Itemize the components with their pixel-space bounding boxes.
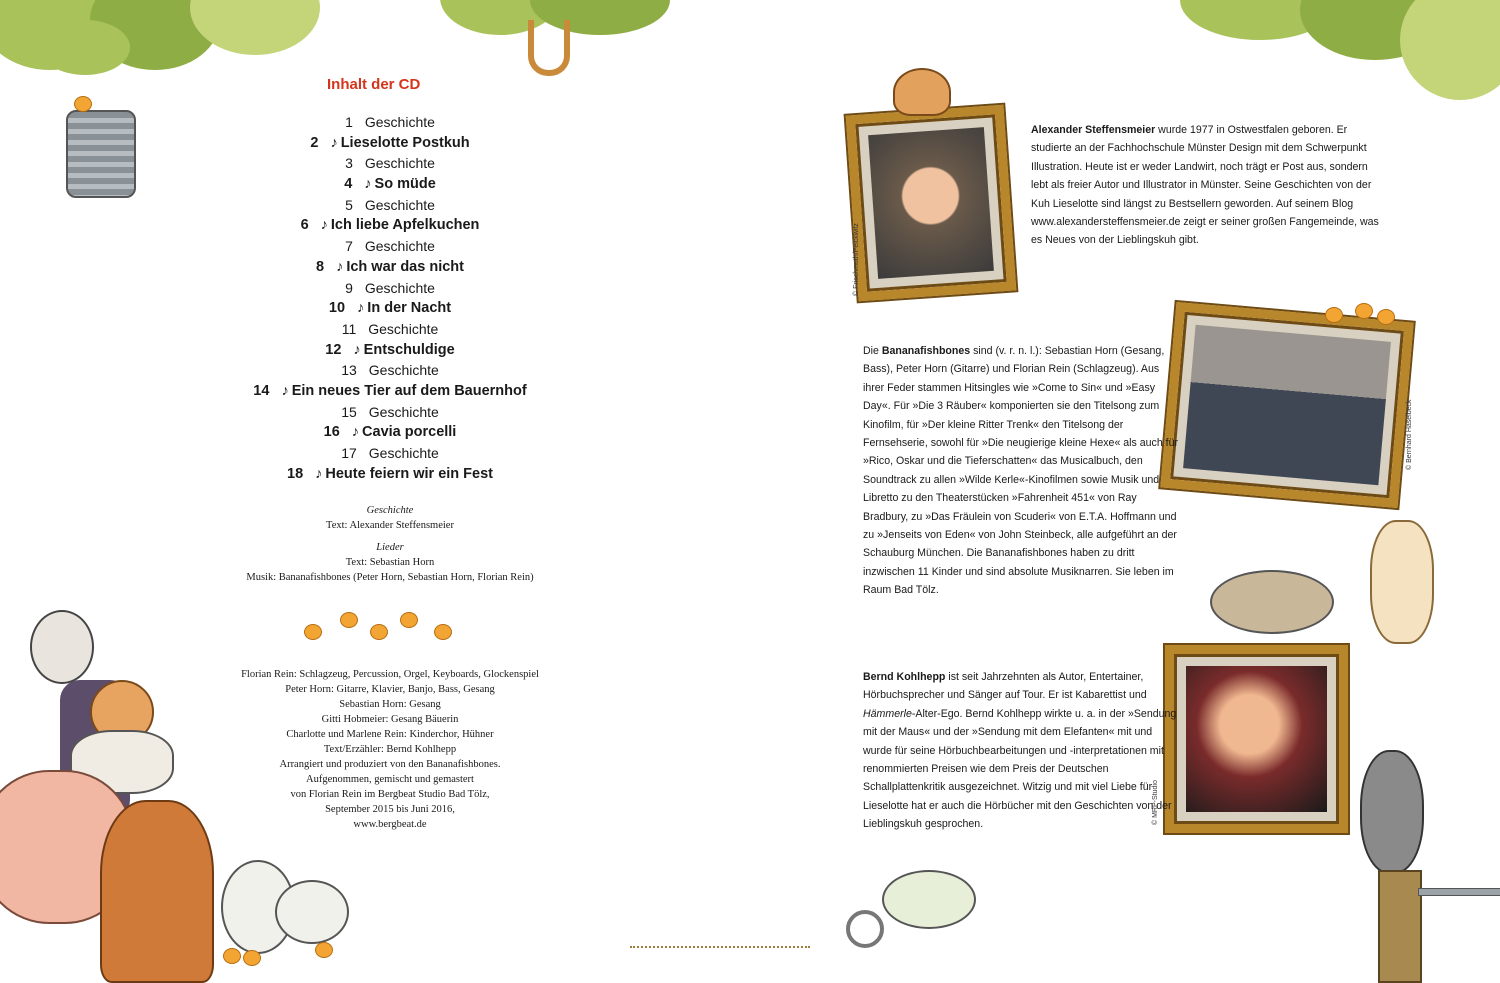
credit-line: www.bergbeat.de — [353, 819, 427, 830]
track-title: Geschichte — [368, 320, 439, 337]
music-note-icon: ♪ — [357, 300, 365, 317]
track-number: 8 — [316, 258, 325, 275]
bio-text-band: sind (v. r. n. l.): Sebastian Horn (Gesang, Bass), Peter Horn (Gitarre) und Florian Rein (Schlagzeug). Aus ihrer Feder stammen Hitsingles wie »Come to Sin« und »Easy Day«. Für »Die 3 Räuber« komponierten sie den Titelsong zum Kinofilm, für »Der kleine Ritter Trenk« den Titelsong der Fernsehserie, sowohl für »Die neugierige kleine Hexe« als auch für »Rico, Oskar und die Tieferschatten« das Musicalbuch, den Soundtrack zu allen »Wilde Kerle«-Kinofilmen sowie Musik und Libretto zu den Theaterstücken »Fahrenheit 451« von Ray Bradbury, zu »Das Fräulein von Scuderi« von E.T.A. Hoffmann und zu »Jenseits von Eden« von John Steinbeck, alle aufgeführt an der Schauburg München. Die Bananafishbones haben zu dritt inzwischen 11 Kinder und sind absolute Musiknarren. Sie leben im Raum Bad Tölz. — [863, 345, 1179, 597]
credit-line: Gitti Hobmeier: Gesang Bäuerin — [321, 714, 459, 725]
bio-text-bernd-a: ist seit Jahrzehnten als Autor, Entertainer, Hörbuchsprecher und Sänger auf Tour. Er ist Kabarettist und — [863, 671, 1147, 702]
track-title: Lieselotte Postkuh — [340, 134, 470, 151]
portrait-photo-alexander — [868, 127, 994, 279]
name-alexander: Alexander Steffensmeier — [1031, 124, 1156, 136]
track-song — [200, 424, 580, 445]
crumb-trail — [630, 938, 810, 948]
track-number: 11 — [341, 320, 357, 337]
photo-credit-alexander: © Frischmuth/Peickwitz — [853, 223, 860, 296]
track-title: Ich war das nicht — [346, 258, 464, 275]
track-list — [200, 114, 580, 486]
credit-line: Text/Erzähler: Bernd Kohlhepp — [323, 744, 457, 755]
track-number: 12 — [325, 341, 342, 358]
cats-illustration — [1210, 520, 1460, 645]
bio-bernd — [863, 668, 1183, 834]
track-song — [200, 383, 580, 404]
track-title: In der Nacht — [367, 300, 452, 317]
bio-text-bernd-b: -Alter-Ego. Bernd Kohlhepp wirkte u. a. in der »Sendung mit der Maus« und der »Sendung mit dem Elefanten« mit und wurde für seine Hörbuchbearbeitungen und -interpretationen mit renommierten Preisen wie dem Preis der Deutschen Schallplattenkritik ausgezeichnet. Witzig und mit viel Liebe für Lieselotte hat er auch die Hörbücher mit den Geschichten von der Lieblingskuh gesprochen. — [863, 707, 1177, 831]
bio-prefix-band: Die — [863, 345, 882, 357]
track-title: Entschuldige — [363, 341, 455, 358]
track-number: 10 — [328, 300, 346, 317]
birds-on-frame — [1325, 303, 1395, 323]
track-song — [200, 466, 580, 487]
track-story — [200, 321, 580, 342]
name-bananafishbones: Bananafishbones — [881, 345, 971, 357]
track-title: Geschichte — [364, 114, 435, 130]
track-story — [200, 197, 580, 218]
tree-foliage-right — [1180, 0, 1500, 110]
track-number: 1 — [345, 114, 353, 130]
music-note-icon: ♪ — [281, 382, 289, 399]
chickens-illustration — [215, 830, 375, 970]
bio-alexander — [1031, 121, 1381, 250]
cd-contents-title: Inhalt der CD — [327, 76, 421, 93]
track-number: 13 — [341, 362, 357, 379]
bio-bananafishbones — [863, 342, 1183, 600]
songs-lyricist: Text: Sebastian Horn — [345, 557, 435, 568]
track-story — [200, 445, 580, 466]
track-title: Geschichte — [368, 445, 439, 461]
track-song — [200, 342, 580, 363]
music-note-icon: ♪ — [336, 258, 344, 275]
track-number: 2 — [310, 134, 319, 151]
track-number: 4 — [344, 176, 353, 193]
photo-frame-bananafishbones — [1160, 302, 1413, 508]
cat-on-post-illustration — [1350, 750, 1500, 979]
name-bernd: Bernd Kohlhepp — [863, 671, 946, 683]
story-author: Text: Alexander Steffensmeier — [326, 520, 454, 531]
track-title: Cavia porcelli — [362, 424, 457, 441]
portrait-frame-bernd — [1165, 645, 1348, 833]
track-story — [200, 404, 580, 425]
track-number: 14 — [253, 382, 270, 399]
track-title: Geschichte — [368, 362, 439, 379]
track-song — [200, 259, 580, 280]
credit-line: von Florian Rein im Bergbeat Studio Bad Tölz, — [290, 789, 490, 800]
track-story — [200, 238, 580, 259]
chicks-row — [300, 610, 460, 646]
photo-credit-bernd: © MRP-Studio — [1152, 780, 1159, 825]
songs-music: Musik: Bananafishbones (Peter Horn, Sebastian Horn, Florian Rein) — [246, 572, 534, 583]
track-story — [200, 155, 580, 176]
track-title: Geschichte — [364, 279, 435, 296]
music-note-icon: ♪ — [353, 341, 361, 358]
running-chicken-illustration — [842, 860, 992, 940]
band-photo — [1183, 325, 1391, 486]
photo-credit-band: © Bernhard Haselbeck — [1406, 399, 1413, 470]
cat-on-frame — [893, 68, 951, 116]
farm-animals-illustration — [0, 600, 230, 979]
portrait-frame-alexander — [846, 105, 1017, 302]
credit-line: September 2015 bis Juni 2016, — [325, 804, 455, 815]
track-song — [200, 135, 580, 156]
songwriting-credits — [200, 503, 580, 585]
track-title: Ein neues Tier auf dem Bauernhof — [291, 382, 527, 399]
track-title: Heute feiern wir ein Fest — [325, 465, 493, 482]
track-title: Geschichte — [368, 403, 439, 420]
track-number: 7 — [345, 238, 353, 255]
track-number: 18 — [287, 465, 304, 482]
track-title: Geschichte — [364, 196, 435, 213]
credit-line: Charlotte und Marlene Rein: Kinderchor, Hühner — [286, 729, 494, 740]
track-song — [200, 176, 580, 197]
track-song — [200, 300, 580, 321]
portrait-photo-bernd — [1186, 666, 1327, 812]
track-title: Geschichte — [364, 155, 435, 172]
music-note-icon: ♪ — [364, 176, 372, 193]
track-number: 3 — [345, 155, 353, 172]
track-number: 16 — [323, 424, 340, 441]
songs-heading: Lieder — [376, 542, 404, 553]
music-note-icon: ♪ — [351, 424, 360, 441]
track-song — [200, 217, 580, 238]
track-title: Geschichte — [364, 238, 435, 255]
music-note-icon: ♪ — [320, 217, 328, 234]
music-note-icon: ♪ — [330, 134, 338, 151]
track-number: 17 — [341, 445, 357, 461]
monkey-tail — [528, 20, 570, 76]
track-title: Ich liebe Apfelkuchen — [330, 217, 480, 234]
credit-line: Arrangiert und produziert von den Bananafishbones. — [279, 759, 501, 770]
track-title: So müde — [374, 176, 436, 193]
bio-italic-haemmerle: Hämmerle — [863, 707, 912, 720]
credit-line: Peter Horn: Gitarre, Klavier, Banjo, Bass, Gesang — [285, 684, 495, 695]
bio-text-alexander: wurde 1977 in Ostwestfalen geboren. Er studierte an der Fachhochschule Münster Design mit dem Schwerpunkt Illustration. Heute ist er weder Landwirt, noch trägt er Post aus, sondern lebt als freier Autor und Illustrator in Münster. Seine Geschichten von der Kuh Lieselotte sind längst zu Bestsellern geworden. Auf seinem Blog www.alexandersteffensmeier.de zeigt er seiner großen Fangemeinde, was es Neues von der Lieblingskuh gibt. — [1031, 124, 1379, 247]
credit-line: Aufgenommen, gemischt und gemastert — [306, 774, 474, 785]
chick-on-lantern — [74, 96, 92, 112]
paper-lantern — [66, 110, 136, 198]
music-note-icon: ♪ — [315, 465, 323, 482]
track-number: 15 — [341, 403, 357, 420]
track-story — [200, 280, 580, 301]
track-story — [200, 114, 580, 135]
story-heading: Geschichte — [366, 505, 414, 516]
production-credits — [200, 667, 580, 832]
track-number: 6 — [300, 217, 309, 234]
credit-line: Sebastian Horn: Gesang — [339, 699, 441, 710]
track-number: 5 — [345, 196, 353, 213]
track-story — [200, 362, 580, 383]
tree-foliage-left — [0, 0, 330, 90]
credit-line: Florian Rein: Schlagzeug, Percussion, Orgel, Keyboards, Glockenspiel — [241, 669, 539, 680]
track-number: 9 — [345, 279, 353, 296]
